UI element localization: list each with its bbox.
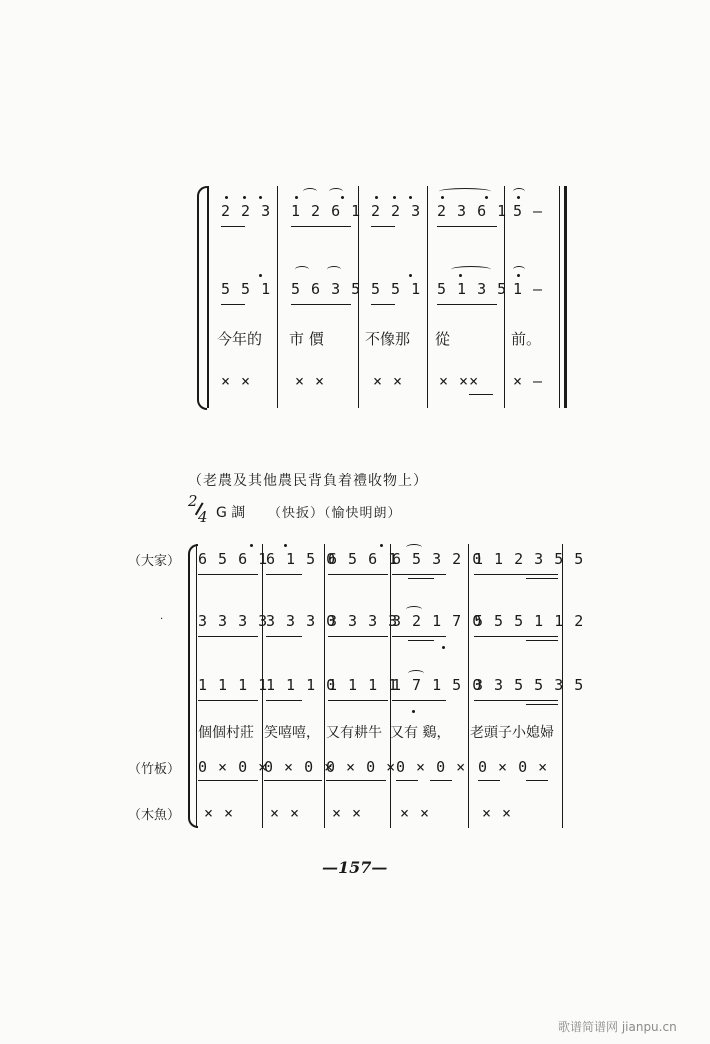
beam (371, 304, 395, 305)
s2-lyric-5: 老頭子小媳婦 (470, 725, 554, 741)
beam (328, 636, 388, 637)
s1-lyric-5: 前。 (511, 330, 542, 348)
slur (406, 544, 422, 551)
beam (526, 780, 548, 781)
beam (198, 574, 258, 575)
s2-r2-m3: 3 3 3 3 (328, 612, 399, 630)
s2-r1-m2: 6 1 5 0 (266, 550, 337, 568)
octave-dot (517, 196, 520, 199)
s2-zhuban-3: 0 × 0 × (326, 758, 397, 776)
s2-r1-m1: 6 5 6 1 (198, 550, 269, 568)
stage-direction: （老農及其他農民背負着禮收物上） (188, 473, 428, 489)
s1-perc-2: × × (295, 372, 326, 390)
beam (266, 700, 302, 701)
fermata (513, 188, 525, 195)
beam (392, 574, 446, 575)
octave-dot (517, 274, 520, 277)
beam (291, 304, 351, 305)
s1-perc-5: × — (513, 372, 544, 390)
s2-r3-m4: 1 7 1 5 0 (392, 676, 483, 694)
time-signature-bottom: 4 (198, 508, 208, 526)
beam (371, 226, 395, 227)
page-number: —157— (322, 858, 388, 877)
s2-r2-m1: 3 3 3 3 (198, 612, 269, 630)
barline (207, 186, 209, 408)
slur (303, 188, 317, 195)
s2-r3-m1: 1 1 1 1 (198, 676, 269, 694)
beam (526, 578, 558, 579)
s1-perc-3: × × (373, 372, 404, 390)
octave-dot (243, 196, 246, 199)
octave-dot (225, 196, 228, 199)
octave-dot (459, 274, 462, 277)
beam (266, 574, 302, 575)
octave-dot (485, 196, 488, 199)
slur (327, 266, 341, 273)
s2-zhuban-1: 0 × 0 × (198, 758, 269, 776)
slur (406, 606, 422, 613)
key-line (186, 492, 446, 528)
s2-zhuban-2: 0 × 0 × (264, 758, 335, 776)
label-dot: · (160, 614, 164, 625)
beam (430, 780, 452, 781)
s1-lyric-1: 今年的 (217, 330, 263, 348)
s1-r1-m3: 2 2 3 (371, 202, 422, 220)
beam (264, 780, 322, 781)
octave-dot (375, 196, 378, 199)
s2-lyric-1: 個個村莊 (198, 725, 254, 741)
octave-dot (393, 196, 396, 199)
s1-r2-m4: 5 1 3 5 (437, 280, 508, 298)
s2-lyric-3: 又有耕牛 (326, 725, 382, 741)
beam (526, 704, 558, 705)
s2-zhuban-4: 0 × 0 × (396, 758, 467, 776)
s2-muyu-2: × × (270, 804, 301, 822)
octave-dot (341, 196, 344, 199)
beam (392, 700, 446, 701)
s1-r2-m5: 1 — (513, 280, 544, 298)
beam (474, 700, 558, 701)
final-barline-thick (564, 186, 567, 408)
octave-dot (409, 196, 412, 199)
barline (196, 544, 197, 828)
beam (221, 226, 245, 227)
s1-r1-m5: 5 — (513, 202, 544, 220)
octave-dot (409, 274, 412, 277)
s2-r1-m5: 1 1 2 3 5 5 (474, 550, 585, 568)
beam (392, 636, 446, 637)
system-1-bracket (197, 186, 207, 410)
beam (474, 636, 558, 637)
s2-muyu-1: × × (204, 804, 235, 822)
s1-r1-m1: 2 2 3 (221, 202, 272, 220)
s1-perc-1: × × (221, 372, 252, 390)
s2-muyu-3: × × (332, 804, 363, 822)
beam (198, 700, 258, 701)
s1-lyric-3: 不像那 (365, 330, 411, 348)
beam (328, 574, 388, 575)
beam (198, 780, 258, 781)
octave-dot (441, 196, 444, 199)
fermata (513, 266, 525, 273)
s1-perc-4: × ×× (439, 372, 480, 390)
octave-dot (259, 274, 262, 277)
key-signature: G 調 (216, 505, 246, 521)
s1-lyric-4: 從 (435, 330, 451, 348)
beam (437, 226, 497, 227)
lower-octave-dot (412, 710, 415, 713)
beam (437, 304, 497, 305)
s1-r2-m1: 5 5 1 (221, 280, 272, 298)
beam (408, 578, 434, 579)
lower-octave-dot (442, 646, 445, 649)
beam (326, 780, 386, 781)
part-label-dajia: （大家） (128, 554, 181, 569)
slur (295, 266, 309, 273)
s1-r1-m4: 2 3 6 1 (437, 202, 508, 220)
beam (328, 700, 388, 701)
octave-dot (295, 196, 298, 199)
s2-muyu-4: × × (400, 804, 431, 822)
s2-lyric-4: 又有 鷄， (390, 725, 451, 741)
s2-r2-m5: 5 5 5 1 1 2 (474, 612, 585, 630)
beam (408, 640, 434, 641)
barline (277, 186, 278, 408)
s2-r3-m2: 1 1 1 0 (266, 676, 337, 694)
beam (221, 304, 245, 305)
slur (451, 266, 491, 273)
octave-dot (259, 196, 262, 199)
octave-dot (284, 544, 287, 547)
octave-dot (250, 544, 253, 547)
part-label-muyu: （木魚） (128, 808, 181, 823)
s1-lyric-2: 市 價 (289, 330, 324, 348)
s1-r2-m2: 5 6 3 5 (291, 280, 362, 298)
beam (396, 780, 418, 781)
s2-muyu-5: × × (482, 804, 513, 822)
time-signature-top: 2 (188, 492, 198, 510)
slur (329, 188, 343, 195)
barline (427, 186, 428, 408)
slur (408, 670, 424, 677)
s2-r1-m3: 6 5 6 1 (328, 550, 399, 568)
system-1 (195, 182, 575, 412)
s2-r3-m5: 3 3 5 5 3 5 (474, 676, 585, 694)
beam (291, 226, 351, 227)
beam (474, 574, 558, 575)
beam (526, 640, 558, 641)
s2-lyric-2: 笑嘻嘻， (264, 725, 320, 741)
s1-r2-m3: 5 5 1 (371, 280, 422, 298)
final-barline-thin (559, 186, 560, 408)
octave-dot (380, 544, 383, 547)
tempo-marking: （快扳）（愉快明朗） (268, 506, 402, 521)
beam (198, 636, 258, 637)
s2-r1-m4: 6 5 3 2 0 (392, 550, 483, 568)
s1-r1-m2: 1 2 6 1 (291, 202, 362, 220)
beam (266, 636, 302, 637)
s2-zhuban-5: 0 × 0 × (478, 758, 549, 776)
s2-r2-m2: 3 3 3 0 (266, 612, 337, 630)
beam (478, 780, 500, 781)
part-label-zhuban: （竹板） (128, 762, 181, 777)
s2-r3-m3: 1 1 1 1 (328, 676, 399, 694)
system-2 (186, 540, 585, 830)
s2-r2-m4: 3 2 1 7 0 (392, 612, 483, 630)
watermark: 歌谱简谱网 jianpu.cn (558, 1020, 677, 1034)
slur (439, 188, 491, 195)
beam (469, 394, 493, 395)
